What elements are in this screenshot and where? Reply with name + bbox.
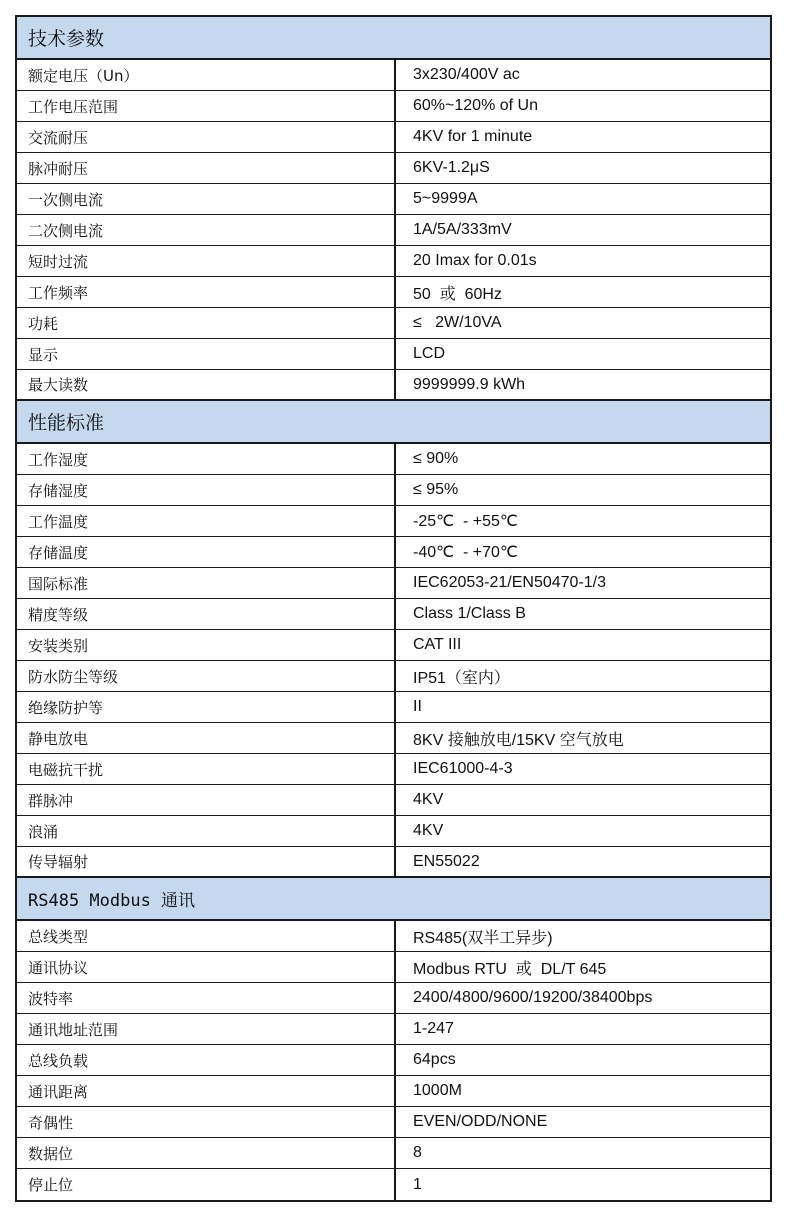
row-label: 脉冲耐压 [17, 153, 396, 183]
row-label: 短时过流 [17, 246, 396, 276]
row-value: 60%~120% of Un [413, 97, 538, 114]
row-value: LCD [413, 345, 446, 362]
table-row [17, 1138, 770, 1169]
section-header-rs485-modbus: RS485 Modbus 通讯 [17, 878, 770, 921]
row-label: 群脉冲 [17, 785, 396, 815]
row-value: Modbus RTU 或 DL/T 645 [413, 960, 607, 978]
table-row [17, 921, 770, 952]
row-label: 交流耐压 [17, 122, 396, 152]
row-value: 3x230/400V ac [413, 66, 520, 83]
row-value: Class 1/Class B [413, 605, 526, 622]
table-row [17, 475, 770, 506]
row-label: 显示 [17, 339, 396, 369]
row-label: 总线负载 [17, 1045, 396, 1075]
row-value: RS485(双半工异步) [413, 929, 553, 947]
table-row [17, 1107, 770, 1138]
row-label: 防水防尘等级 [17, 661, 396, 691]
row-value: ≤ 90% [413, 450, 459, 467]
row-value: ≤ 95% [413, 481, 459, 498]
row-label: 工作电压范围 [17, 91, 396, 121]
row-label: 电磁抗干扰 [17, 754, 396, 784]
row-value: ≤ 2W/10VA [413, 314, 502, 331]
row-label: 一次侧电流 [17, 184, 396, 214]
spec-table [15, 15, 772, 1202]
row-value: IEC61000-4-3 [413, 760, 513, 777]
row-value: CAT III [413, 636, 462, 653]
row-label: 数据位 [17, 1138, 396, 1168]
table-row [17, 983, 770, 1014]
table-row [17, 339, 770, 370]
row-value: -40℃ - +70℃ [413, 544, 518, 561]
table-row [17, 537, 770, 568]
row-value: 8KV 接触放电/15KV 空气放电 [413, 731, 624, 749]
row-value: 2400/4800/9600/19200/38400bps [413, 989, 653, 1006]
table-row [17, 1014, 770, 1045]
row-value: II [413, 698, 422, 715]
table-row [17, 122, 770, 153]
row-value: 6KV-1.2μS [413, 159, 490, 176]
table-row [17, 630, 770, 661]
row-label: 波特率 [17, 983, 396, 1013]
row-label: 二次侧电流 [17, 215, 396, 245]
row-label: 存储湿度 [17, 475, 396, 505]
table-row [17, 153, 770, 184]
row-value: 1000M [413, 1082, 462, 1099]
table-row [17, 816, 770, 847]
row-value: 4KV for 1 minute [413, 128, 533, 145]
row-value: EN55022 [413, 852, 480, 870]
table-row [17, 847, 770, 878]
table-row [17, 692, 770, 723]
row-label: 安装类别 [17, 630, 396, 660]
table-row [17, 1076, 770, 1107]
row-label: 浪涌 [17, 816, 396, 846]
row-label: 传导辐射 [17, 847, 396, 876]
row-value: IEC62053-21/EN50470-1/3 [413, 574, 607, 591]
row-value: 5~9999A [413, 190, 478, 207]
row-label: 通讯协议 [17, 952, 396, 982]
table-row [17, 277, 770, 308]
table-row [17, 785, 770, 816]
row-value: EVEN/ODD/NONE [413, 1113, 548, 1130]
row-value: 1 [413, 1175, 422, 1193]
row-label: 通讯地址范围 [17, 1014, 396, 1044]
row-label: 工作频率 [17, 277, 396, 307]
row-label: 国际标准 [17, 568, 396, 598]
row-value: 20 Imax for 0.01s [413, 252, 537, 269]
row-value: 50 或 60Hz [413, 285, 502, 303]
section-header-technical-params: 技术参数 [17, 17, 770, 60]
table-row [17, 215, 770, 246]
table-row [17, 60, 770, 91]
table-row [17, 91, 770, 122]
table-row [17, 568, 770, 599]
row-value: -25℃ - +55℃ [413, 513, 518, 530]
table-row [17, 754, 770, 785]
table-row [17, 1045, 770, 1076]
table-row [17, 370, 770, 401]
row-value: 64pcs [413, 1051, 456, 1068]
row-label: 静电放电 [17, 723, 396, 753]
table-row [17, 444, 770, 475]
table-row [17, 308, 770, 339]
table-row [17, 599, 770, 630]
row-label: 绝缘防护等 [17, 692, 396, 722]
section-header-performance-standards: 性能标准 [17, 401, 770, 444]
row-label: 工作温度 [17, 506, 396, 536]
table-row [17, 246, 770, 277]
row-label: 奇偶性 [17, 1107, 396, 1137]
row-value: IP51（室内） [413, 669, 510, 687]
row-value: 4KV [413, 791, 444, 808]
table-row [17, 506, 770, 537]
row-value: 8 [413, 1144, 422, 1161]
row-label: 最大读数 [17, 370, 396, 399]
row-label: 精度等级 [17, 599, 396, 629]
row-value: 9999999.9 kWh [413, 375, 526, 393]
row-label: 停止位 [17, 1169, 396, 1200]
table-row [17, 952, 770, 983]
row-value: 1A/5A/333mV [413, 221, 512, 238]
table-row [17, 184, 770, 215]
row-label: 工作湿度 [17, 444, 396, 474]
table-row [17, 1169, 770, 1200]
row-label: 总线类型 [17, 921, 396, 951]
row-value: 4KV [413, 822, 444, 839]
row-label: 额定电压（Un） [17, 60, 396, 90]
row-value: 1-247 [413, 1020, 454, 1037]
row-label: 存储温度 [17, 537, 396, 567]
row-label: 功耗 [17, 308, 396, 338]
table-row [17, 723, 770, 754]
row-label: 通讯距离 [17, 1076, 396, 1106]
table-row [17, 661, 770, 692]
